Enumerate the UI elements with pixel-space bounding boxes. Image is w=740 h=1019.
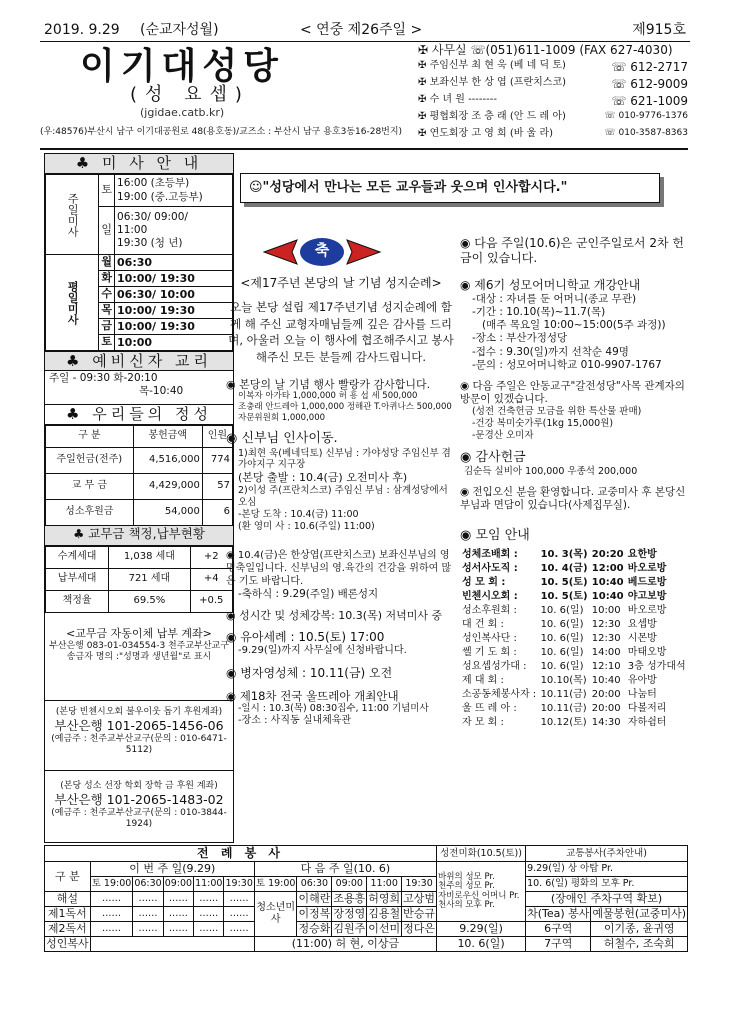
meeting-name: 대 건 회 : bbox=[462, 619, 504, 630]
meeting-row bbox=[460, 562, 688, 576]
cross-icon: ✠ bbox=[418, 43, 432, 57]
meeting-row bbox=[460, 716, 688, 730]
weekday-time: 10:00/ 19:30 bbox=[115, 271, 233, 287]
parish-address: (우:48576)부산시 남구 이기대공원로 48(용호동)/교즈소 : 부산시 남구 용호3동16-28번지) bbox=[40, 127, 403, 137]
welcome-notice: ◉ 전입오신 분을 환영합니다. 교중미사 후 본당신부님과 면담이 있습니다(사제집무실). bbox=[460, 485, 686, 511]
meeting-time: 10:40 bbox=[591, 675, 621, 686]
weekday-time: 06:30 bbox=[115, 255, 233, 271]
table-row: 납부세대 721 세대 +4 bbox=[46, 569, 233, 591]
issue-number: 제915호 bbox=[632, 22, 686, 38]
contact-list bbox=[418, 43, 688, 145]
meeting-row bbox=[460, 590, 688, 604]
sun-times: 06:30/ 09:00/ 11:00 19:30 (청 년) bbox=[115, 207, 233, 255]
right-column bbox=[460, 236, 688, 730]
meeting-row bbox=[460, 646, 688, 660]
notice-item: ◉ 병자영성체 : 10.11(금) 오전 bbox=[226, 665, 393, 680]
notice-item: ◉ 10.4(금)은 한상엽(프란치스코) 보좌신부님의 영명축일입니다. 신부님의 영.육간의 건강을 위하여 많은 기도 바랍니다. bbox=[226, 549, 452, 587]
meeting-name: 성 모 회 : bbox=[462, 577, 506, 588]
military-sunday-notice: ◉ 다음 주일(10.6)은 군인주일로서 2차 헌금이 있습니다. bbox=[460, 236, 684, 265]
liturgy-service-table: 전 례 봉 사 성전미화(10.5(토)) 교통봉사(주차안내) 구 분 이 번 주 일(9.29) 다 음 주 일(10. 6) 바위의 성모 Pr. 천주의 성모 Pr. 자비로우신 어머니 Pr. 천사의 모후 Pr. 9.29(일) 상 아탑 Pr. 토 19:00 06:30 09:00 11:00 19:30 토 19:00 06:30 09:00 11:00 19:30 10. 6(일) 평화의 모후 Pr. 해설 …… …… …… …… …… 청소년미사 이해란 조용흥 허영희 고상범 (장애인 주차구역 확보) 제1독서 …… …… …… …… …… 이정복 장정영 김용철 반승규 차(Tea) 봉사 예물봉헌(교중미사) 제2독서 …… …… …… …… …… 정승화 김원주 이선미 정다은 9.29(일) 6구역 이기종, 윤귀영 성인복사 (11:00) 허 현, 이상금 10. 6(일) 7구역 허철수, 조숙희 bbox=[46, 846, 686, 951]
table-row: 수계세대 1,038 세대 +2 bbox=[46, 547, 233, 569]
meeting-place: 유아방 bbox=[627, 675, 657, 686]
meeting-row bbox=[460, 548, 688, 562]
parish-title: 이기대성당 bbox=[80, 46, 284, 87]
weekday-time: 10:00/ 19:30 bbox=[115, 319, 233, 335]
contact-row: ✠ 사무실 ☏(051)611-1009 (FAX 627-4030) bbox=[418, 43, 673, 57]
meeting-section: ◉ 모임 안내 성체조배회 : 10. 3(목) 20:20 요한방 성서사도직 : 10. 4(금) 12:00 바오로방 성 모 회 : 10. 5(토) 10:40 베드로방 빈첸시오회 : 10. 5(토) 10:40 야고보방 성소후원회 : 10. 6(일) 10:00 바오로방 대 건 회 : 10. 6(일) 12:30 요셉방 성인복사단 : 10. 6(일) 12:30 시몬방 쎌 기 도 회 : 10. 6(일) 14:00 마태오방 성요셉성가대 : 10. 6(일) 12:10 3층 성가대석 제 대 회 : 10.10(목) 10:40 유아방 소공동체봉사자 : 10.11(금) 20:00 나눔터 울 뜨 레 아 : 10.11(금) 20:00 다볼저리 자 모 회 : 10.12(토) 14:30 자하쉼터 bbox=[460, 528, 688, 730]
meeting-place: 3층 성가대석 bbox=[627, 661, 686, 672]
meeting-name: 성서사도직 : bbox=[462, 563, 518, 574]
meeting-place: 바오로방 bbox=[627, 605, 667, 616]
meeting-time: 12:30 bbox=[591, 633, 621, 644]
meeting-row bbox=[460, 688, 688, 702]
left-column bbox=[44, 153, 234, 843]
tithe-title: ♣ 교무금 책정,납부현황 bbox=[45, 526, 233, 546]
meeting-place: 바오로방 bbox=[627, 563, 667, 574]
meeting-time: 12:00 bbox=[591, 563, 624, 574]
meeting-place: 베드로방 bbox=[627, 577, 667, 588]
meeting-date: 10.10(목) bbox=[540, 675, 587, 686]
liturgy-title: 전 례 봉 사 bbox=[45, 846, 437, 862]
pilgrimage-body: 오늘 본당 설립 제17주년기념 성지순례에 함께 해 주신 교형자매님들께 깊은 감사를 드리며, 아울러 오늘 이 행사에 협조해주시고 봉사해주신 모든 분들께 감사드립니다. bbox=[228, 300, 454, 365]
meeting-time: 14:00 bbox=[591, 647, 621, 658]
meeting-place: 요셉방 bbox=[627, 619, 657, 630]
celebrate-text: 축 bbox=[314, 241, 330, 259]
next-week-header: 다 음 주 일(10. 6) bbox=[254, 862, 436, 877]
serve-label: 예물봉헌(교중미사) bbox=[592, 907, 686, 921]
meeting-date: 10. 6(일) bbox=[540, 647, 584, 658]
tithe-table bbox=[45, 546, 233, 613]
donation-section: ◉ 본당의 날 기념 행사 빨랑카 감사합니다. 이복자 아가타 1,000,000 허 흥 섭 세 500,000 조충래 안드레아 1,000,000 정해관 T.아퀴나스 500,000 자문위원회 1,000,000 bbox=[226, 377, 452, 423]
meeting-date: 10.11(금) bbox=[540, 703, 587, 714]
vocation-account-box: (본당 성소 선장 학회 장학 금 후원 계좌) 부산은행 101-2065-1483-02 (예금주 : 천주교부산교구(문의 : 010-3844-1924) bbox=[51, 781, 227, 830]
meeting-date: 10. 6(일) bbox=[540, 661, 584, 672]
sun-label: 일 bbox=[99, 207, 115, 255]
cross-icon: ✠ bbox=[418, 77, 430, 88]
sat-times: 16:00 (초등부) 19:00 (중.고등부) bbox=[115, 175, 233, 207]
notice-item: -축하식 : 9.29(주일) 배론성지 bbox=[238, 587, 379, 600]
meeting-name: 제 대 회 : bbox=[462, 675, 504, 686]
sunday-mass-label: 주일미사 bbox=[46, 175, 99, 255]
flower-title: 성전미화(10.5(토)) bbox=[437, 846, 526, 862]
meeting-time: 10:40 bbox=[591, 577, 624, 588]
bulletin-feast: (순교자성월) bbox=[140, 22, 219, 38]
weekday-day: 수 bbox=[99, 287, 115, 303]
sat-label: 토 bbox=[99, 175, 115, 207]
meeting-time: 12:10 bbox=[591, 661, 621, 672]
weekday-time: 10:00 bbox=[115, 335, 233, 351]
meeting-name: 소공동체봉사자 : bbox=[462, 689, 537, 700]
meeting-time: 10:40 bbox=[591, 591, 624, 602]
meeting-place: 마태오방 bbox=[627, 647, 667, 658]
cross-icon: ✠ bbox=[418, 128, 430, 139]
weekday-day: 월 bbox=[99, 255, 115, 271]
contact-row: ✠ 보좌신부 한 상 엽 (프란치스코) ☏ 612-9009 bbox=[418, 77, 688, 91]
meeting-date: 10.12(토) bbox=[540, 717, 587, 728]
contact-row: ✠ 수 녀 원 -------- ☏ 621-1009 bbox=[418, 94, 688, 108]
bulletin-date: 2019. 9.29 bbox=[44, 22, 120, 38]
finance-header: 구 분 bbox=[46, 426, 134, 448]
cross-icon: ✠ bbox=[418, 94, 430, 105]
meeting-row bbox=[460, 674, 688, 688]
finance-header: 인원 bbox=[202, 426, 232, 448]
traffic-row: 9.29(일) 상 아탑 Pr. bbox=[526, 862, 688, 877]
meeting-name: 쎌 기 도 회 : bbox=[462, 647, 517, 658]
notice-item: -장소 : 사직동 실내체육관 bbox=[238, 715, 352, 727]
meeting-place: 요한방 bbox=[627, 549, 657, 560]
top-bar bbox=[40, 20, 690, 42]
parish-url[interactable]: (jgidae.catb.kr) bbox=[140, 106, 225, 119]
table-row: 책정율 69.5% +0.5 bbox=[46, 591, 233, 613]
meeting-place: 자하쉼터 bbox=[627, 717, 667, 728]
tea-label: 차(Tea) 봉사 bbox=[527, 907, 590, 921]
meeting-row bbox=[460, 576, 688, 590]
meeting-place: 다볼저리 bbox=[627, 703, 667, 714]
greeting-banner: ☺"성당에서 만나는 모든 교우들과 웃으며 인사합시다." bbox=[240, 173, 660, 203]
parish-patron: (성 요셉) bbox=[130, 84, 250, 105]
weekday-day: 목 bbox=[99, 303, 115, 319]
meeting-time: 20:00 bbox=[591, 703, 621, 714]
vincent-account-box: (본당 빈첸시오회 불우이웃 돕기 후원계좌) 부산은행 101-2065-1456-06 (예금주 : 천주교부산교구(문의 : 010-6471-5112) bbox=[45, 701, 233, 771]
weekday-day: 화 bbox=[99, 271, 115, 287]
notice-item: ◉ 성시간 및 성체강복: 10.3(목) 저녁미사 중 bbox=[226, 608, 443, 622]
meeting-time: 20:20 bbox=[591, 549, 624, 560]
middle-column bbox=[226, 276, 456, 728]
header-divider bbox=[40, 148, 688, 150]
meeting-row bbox=[460, 618, 688, 632]
meeting-date: 10. 5(토) bbox=[540, 577, 588, 588]
finance-title: ♣ 우리들의 정성 bbox=[45, 405, 233, 425]
contact-row: ✠ 연도회장 고 영 희 (바 울 라) ☏ 010-3587-8363 bbox=[418, 128, 688, 139]
meeting-time: 14:30 bbox=[591, 717, 621, 728]
transfer-section: ◉ 신부님 인사이동. 1)최현 욱(베네딕토) 신부님 : 가야성당 주임신부 겸 가야지구 지구장 (본당 출발 : 10.4(금) 오전미사 후) 2)이성 주(프란치스코) 주임신 부님 : 삼계성당에서 오심 -본당 도착 : 10.4(금) 11:00 (환 영미 사 : 10.6(주일) 11:00) bbox=[226, 431, 451, 532]
meeting-date: 10. 6(일) bbox=[540, 633, 584, 644]
notice-item: ◉ 유아세례 : 10.5(토) 17:00 bbox=[226, 630, 385, 645]
meeting-row bbox=[460, 660, 688, 674]
row-label: 제1독서 bbox=[45, 907, 91, 922]
meeting-time: 20:00 bbox=[591, 689, 621, 700]
weekday-day: 금 bbox=[99, 319, 115, 335]
meeting-date: 10. 4(금) bbox=[540, 563, 588, 574]
catechism-title: ♣ 예비신자 교리 bbox=[45, 351, 233, 371]
meeting-name: 자 모 회 : bbox=[462, 717, 504, 728]
thanks-section: ◉ 감사헌금 김순득 실비아 100,000 우종석 200,000 bbox=[460, 449, 638, 477]
meeting-date: 10.11(금) bbox=[540, 689, 587, 700]
meeting-row bbox=[460, 632, 688, 646]
meeting-place: 야고보방 bbox=[627, 591, 667, 602]
contact-row: ✠ 주임신부 최 현 욱 (베 네 딕 토) ☏ 612-2717 bbox=[418, 60, 688, 74]
table-row: 주일헌금(전주) 4,516,000 774 bbox=[46, 448, 233, 474]
notice-list bbox=[226, 549, 456, 728]
flower-text: 바위의 성모 Pr. 천주의 성모 Pr. 자비로우신 어머니 Pr. 천사의 모후 Pr. bbox=[437, 862, 526, 922]
weekday-day: 토 bbox=[99, 335, 115, 351]
meeting-date: 10. 3(목) bbox=[540, 549, 588, 560]
col-label: 구 분 bbox=[45, 862, 91, 892]
cross-icon: ✠ bbox=[418, 111, 430, 122]
notice-item: -9.29(일)까지 사무실에 신청바랍니다. bbox=[238, 645, 407, 657]
weekday-time: 10:00/ 19:30 bbox=[115, 303, 233, 319]
row-label: 성인복사 bbox=[46, 937, 89, 951]
meeting-date: 10. 5(토) bbox=[540, 591, 588, 602]
meeting-name: 성요셉성가대 : bbox=[462, 661, 527, 672]
weekday-mass-label: 평일미사 bbox=[46, 255, 99, 351]
this-week-header: 이 번 주 일(9.29) bbox=[90, 862, 254, 877]
finance-table bbox=[45, 425, 233, 526]
bulletin-week: < 연중 제26주일 > bbox=[300, 22, 423, 38]
weekday-time: 06:30/ 10:00 bbox=[115, 287, 233, 303]
mass-table bbox=[45, 174, 233, 351]
catechism-schedule: 주일 - 09:30 화-20:10 목-10:40 bbox=[45, 371, 233, 405]
traffic-title: 교통봉사(주차안내) bbox=[526, 846, 688, 862]
meeting-place: 나눔터 bbox=[627, 689, 657, 700]
cross-icon: ✠ bbox=[418, 60, 430, 71]
row-label: 해설 bbox=[45, 892, 91, 907]
row-label: 제2독서 bbox=[45, 922, 91, 937]
auto-transfer-box: <교무금 자동이체 납부 계좌> 부산은행 083-01-034554-3 천주교부산교구 송금자 명의 :"성명과 생년월"로 표시 bbox=[45, 613, 233, 701]
notice-item: ◉ 제18차 전국 울뜨레아 개최안내 bbox=[226, 688, 399, 703]
visit-section: ◉ 다음 주일은 안동교구"갈전성당"사목 관계자의 방문이 있겠습니다. (성전 건축헌금 모금을 위한 특산물 판매) -건강 복미숫가루(1kg 15,000원) -문경산 오미자 bbox=[460, 379, 685, 441]
meeting-name: 울 뜨 레 아 : bbox=[462, 703, 517, 714]
table-row: 교 무 금 4,429,000 57 bbox=[46, 474, 233, 500]
mass-title: ♣ 미 사 안 내 bbox=[45, 154, 233, 174]
meeting-time: 12:30 bbox=[591, 619, 621, 630]
celebrate-banner bbox=[262, 232, 382, 272]
meeting-date: 10. 6(일) bbox=[540, 619, 584, 630]
meeting-name: 빈첸시오회 : bbox=[462, 591, 518, 602]
pilgrimage-title: <제17주년 본당의 날 기념 성지순례> bbox=[240, 276, 442, 290]
meeting-table bbox=[460, 548, 688, 730]
meeting-name: 성인복사단 : bbox=[462, 633, 517, 644]
finance-header: 봉헌금액 bbox=[133, 426, 202, 448]
traffic-row: 10. 6(일) 평화의 모후 Pr. bbox=[526, 877, 688, 892]
meeting-time: 10:00 bbox=[591, 605, 621, 616]
mother-school-section: ◉ 제6기 성모어머니학교 개강안내 -대상 : 자녀를 둔 어머니(종교 무관) -기간 : 10.10(목)~11.7(목) (매주 목요일 10:00~15:00(5주 과정)) -장소 : 부산가정성당 -접수 : 9.30(일)까지 선착순 49명 -문의 : 성모어머니학교 010-9907-1767 bbox=[460, 278, 666, 371]
meeting-name: 성소후원회 : bbox=[462, 605, 517, 616]
notice-item: -일시 : 10.3(목) 08:30집수, 11:00 기념미사 bbox=[238, 703, 429, 715]
meeting-row bbox=[460, 604, 688, 618]
table-row: 성소후원금 54,000 6 bbox=[46, 500, 233, 526]
youth-mass-label: 청소년미사 bbox=[254, 892, 297, 937]
meeting-name: 성체조배회 : bbox=[462, 549, 518, 560]
contact-row: ✠ 평협회장 조 층 래 (안 드 레 아) ☏ 010-9776-1376 bbox=[418, 111, 688, 122]
meeting-row bbox=[460, 702, 688, 716]
meeting-date: 10. 6(일) bbox=[540, 605, 584, 616]
meeting-place: 시몬방 bbox=[627, 633, 657, 644]
traffic-row: (장애인 주차구역 확보) bbox=[526, 892, 688, 907]
